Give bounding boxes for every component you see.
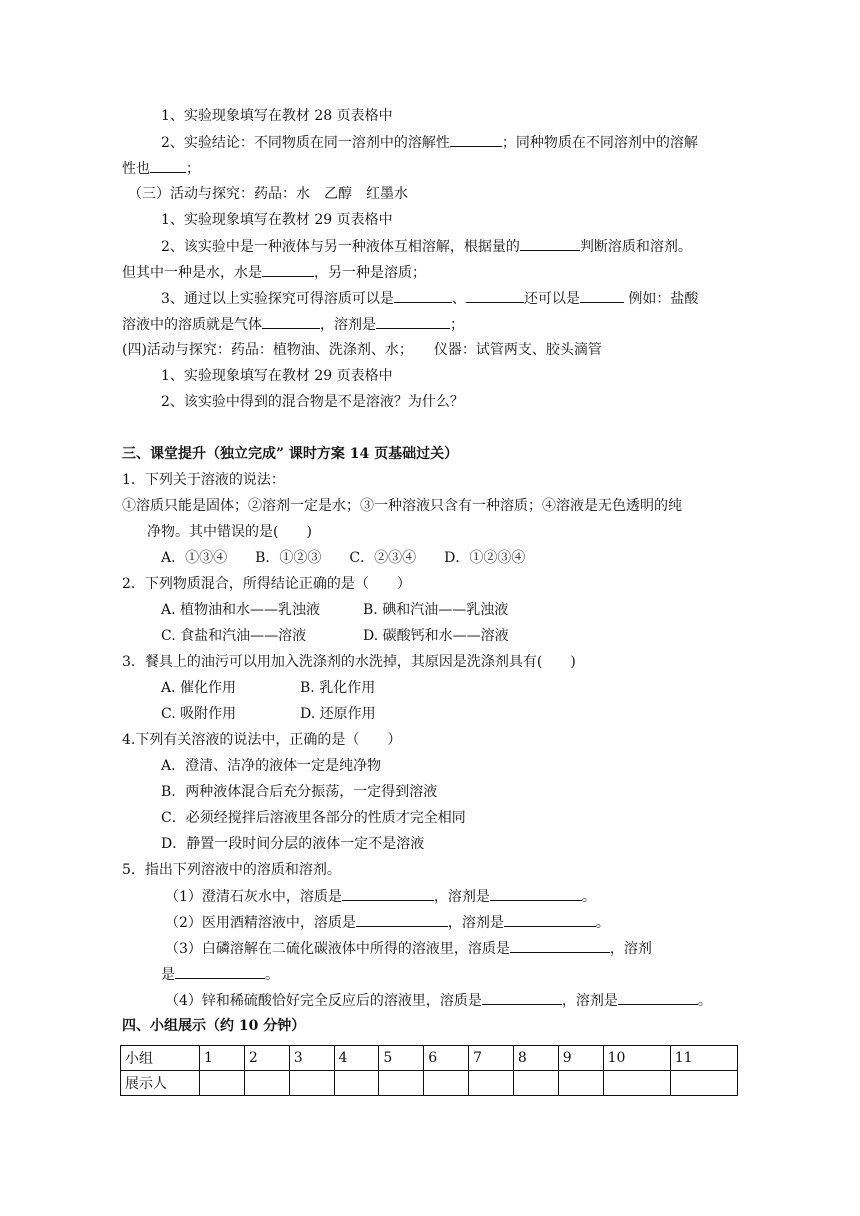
text-part: ；同种物质在不同溶剂中的溶解 bbox=[501, 135, 698, 151]
text-part: 。 bbox=[595, 915, 610, 931]
fill-blank bbox=[466, 288, 524, 303]
presenter-cell bbox=[469, 1071, 514, 1096]
text-line: 1、实验现象填写在教材 29 页表格中 bbox=[161, 368, 393, 384]
fill-blank bbox=[262, 262, 314, 277]
text-part: 。 bbox=[581, 889, 596, 905]
presenter-cell bbox=[379, 1071, 424, 1096]
text-part: 溶液中的溶质就是气体 bbox=[122, 317, 262, 333]
text-part: 。 bbox=[697, 993, 712, 1009]
fill-blank bbox=[262, 314, 320, 329]
answer-option: D. 还原作用 bbox=[300, 706, 376, 722]
group-table bbox=[120, 1045, 738, 1096]
fill-blank bbox=[376, 314, 450, 329]
fill-blank bbox=[175, 964, 265, 979]
table-header-cell: 小组 bbox=[121, 1046, 200, 1071]
group-number-cell: 7 bbox=[469, 1046, 514, 1071]
text-part: 但其中一种是水，水是 bbox=[122, 265, 262, 281]
question-stem: 4.下列有关溶液的说法中，正确的是（ ） bbox=[122, 732, 402, 748]
fill-blank bbox=[342, 886, 434, 901]
fill-blank bbox=[618, 990, 698, 1005]
presenter-cell bbox=[670, 1071, 737, 1096]
question-stem: 5．指出下列溶液中的溶质和溶剂。 bbox=[122, 862, 341, 878]
question-stem: 2．下列物质混合，所得结论正确的是（ ） bbox=[122, 576, 411, 592]
presenter-cell bbox=[244, 1071, 289, 1096]
text-part: ，溶剂是 bbox=[447, 915, 504, 931]
text-line bbox=[161, 132, 698, 153]
text-part: 。 bbox=[265, 967, 279, 983]
text-line bbox=[165, 990, 712, 1011]
answer-option: C．必须经搅拌后溶液里各部分的性质才完全相同 bbox=[161, 810, 466, 826]
group-number-cell: 2 bbox=[244, 1046, 289, 1071]
answer-options: A．①③④ B．①②③ C．②③④ D．①②③④ bbox=[161, 550, 526, 566]
question-text: 净物。其中错误的是( ) bbox=[147, 524, 312, 540]
fill-blank bbox=[482, 990, 562, 1005]
answer-option: D. 碳酸钙和水——溶液 bbox=[363, 628, 509, 644]
answer-option: A. 植物油和水——乳浊液 bbox=[161, 602, 321, 618]
group-number-cell: 5 bbox=[379, 1046, 424, 1071]
text-part: ，溶剂是 bbox=[561, 993, 618, 1009]
section-heading: 四、小组展示（约 10 分钟） bbox=[122, 1018, 306, 1034]
fill-blank bbox=[150, 158, 186, 173]
question-text: ①溶质只能是固体；②溶剂一定是水；③一种溶液只含有一种溶质；④溶液是无色透明的纯 bbox=[122, 498, 682, 514]
text-line bbox=[165, 886, 596, 907]
question-stem: 3．餐具上的油污可以用加入洗涤剂的水洗掉，其原因是洗涤剂具有( ) bbox=[122, 654, 576, 670]
text-part: 判断溶质和溶剂。 bbox=[579, 239, 692, 255]
fill-blank bbox=[450, 132, 502, 147]
fill-blank bbox=[490, 886, 582, 901]
text-line bbox=[122, 262, 426, 283]
answer-option: C. 食盐和汽油——溶液 bbox=[161, 628, 307, 644]
presenter-cell bbox=[603, 1071, 670, 1096]
group-number-cell: 9 bbox=[558, 1046, 603, 1071]
text-part: ，溶剂 bbox=[609, 941, 652, 957]
table-row bbox=[121, 1071, 738, 1096]
presenter-cell bbox=[424, 1071, 469, 1096]
text-part: ，溶剂是 bbox=[433, 889, 490, 905]
fill-blank bbox=[510, 938, 610, 953]
text-part: 2、该实验中是一种液体与另一种液体互相溶解，根据量的 bbox=[161, 239, 520, 255]
text-line bbox=[165, 938, 652, 959]
presenter-cell bbox=[289, 1071, 334, 1096]
group-number-cell: 10 bbox=[603, 1046, 670, 1071]
text-line bbox=[161, 288, 698, 309]
group-number-cell: 8 bbox=[513, 1046, 558, 1071]
group-number-cell: 3 bbox=[289, 1046, 334, 1071]
table-row bbox=[121, 1046, 738, 1071]
fill-blank bbox=[504, 912, 596, 927]
text-line bbox=[165, 912, 610, 933]
text-line bbox=[122, 158, 200, 179]
text-part: （2）医用酒精溶液中，溶质是 bbox=[165, 915, 356, 931]
fill-blank bbox=[356, 912, 448, 927]
text-line: 1、实验现象填写在教材 29 页表格中 bbox=[161, 212, 393, 228]
text-part: ； bbox=[186, 161, 200, 177]
text-part: 3、通过以上实验探究可得溶质可以是 bbox=[161, 291, 394, 307]
text-line: （三）活动与探究：药品：水 乙醇 红墨水 bbox=[128, 186, 408, 202]
answer-option: B. 碘和汽油——乳浊液 bbox=[363, 602, 509, 618]
answer-option: B．两种液体混合后充分振荡，一定得到溶液 bbox=[161, 784, 438, 800]
text-line: (四)活动与探究：药品：植物油、洗涤剂、水； 仪器：试管两支、胶头滴管 bbox=[122, 342, 602, 358]
text-line bbox=[161, 236, 692, 257]
text-part: 、 bbox=[451, 291, 466, 307]
text-line bbox=[161, 964, 279, 985]
answer-option: C. 吸附作用 bbox=[161, 706, 237, 722]
answer-option: A. 催化作用 bbox=[161, 680, 237, 696]
fill-blank bbox=[580, 288, 624, 303]
text-line bbox=[122, 314, 464, 335]
fill-blank bbox=[394, 288, 452, 303]
text-part: 2、实验结论：不同物质在同一溶剂中的溶解性 bbox=[161, 135, 450, 151]
text-part: 性也 bbox=[122, 161, 150, 177]
text-part: （1）澄清石灰水中，溶质是 bbox=[165, 889, 342, 905]
presenter-cell bbox=[334, 1071, 379, 1096]
text-line: 1、实验现象填写在教材 28 页表格中 bbox=[161, 108, 393, 124]
text-line: 2、该实验中得到的混合物是不是溶液？为什么？ bbox=[161, 394, 464, 410]
answer-option: D．静置一段时间分层的液体一定不是溶液 bbox=[161, 836, 425, 852]
group-number-cell: 6 bbox=[424, 1046, 469, 1071]
question-stem: 1．下列关于溶液的说法： bbox=[122, 472, 285, 488]
group-number-cell: 11 bbox=[670, 1046, 737, 1071]
presenter-cell bbox=[200, 1071, 245, 1096]
text-part: 还可以是 bbox=[523, 291, 580, 307]
table-header-cell: 展示人 bbox=[121, 1071, 200, 1096]
group-number-cell: 1 bbox=[200, 1046, 245, 1071]
text-part: 是 bbox=[161, 967, 175, 983]
group-number-cell: 4 bbox=[334, 1046, 379, 1071]
text-part: 例如：盐酸 bbox=[623, 291, 699, 307]
answer-option: A．澄清、洁净的液体一定是纯净物 bbox=[161, 758, 382, 774]
text-part: （4）锌和稀硫酸恰好完全反应后的溶液里，溶质是 bbox=[165, 993, 482, 1009]
answer-option: B. 乳化作用 bbox=[300, 680, 376, 696]
text-part: ； bbox=[450, 317, 464, 333]
text-part: （3）白磷溶解在二硫化碳液体中所得的溶液里，溶质是 bbox=[165, 941, 510, 957]
text-part: ，溶剂是 bbox=[320, 317, 376, 333]
section-heading: 三、课堂提升（独立完成” 课时方案 14 页基础过关） bbox=[122, 446, 459, 462]
presenter-cell bbox=[513, 1071, 558, 1096]
fill-blank bbox=[520, 236, 580, 251]
text-part: ，另一种是溶质； bbox=[314, 265, 426, 281]
presenter-cell bbox=[558, 1071, 603, 1096]
